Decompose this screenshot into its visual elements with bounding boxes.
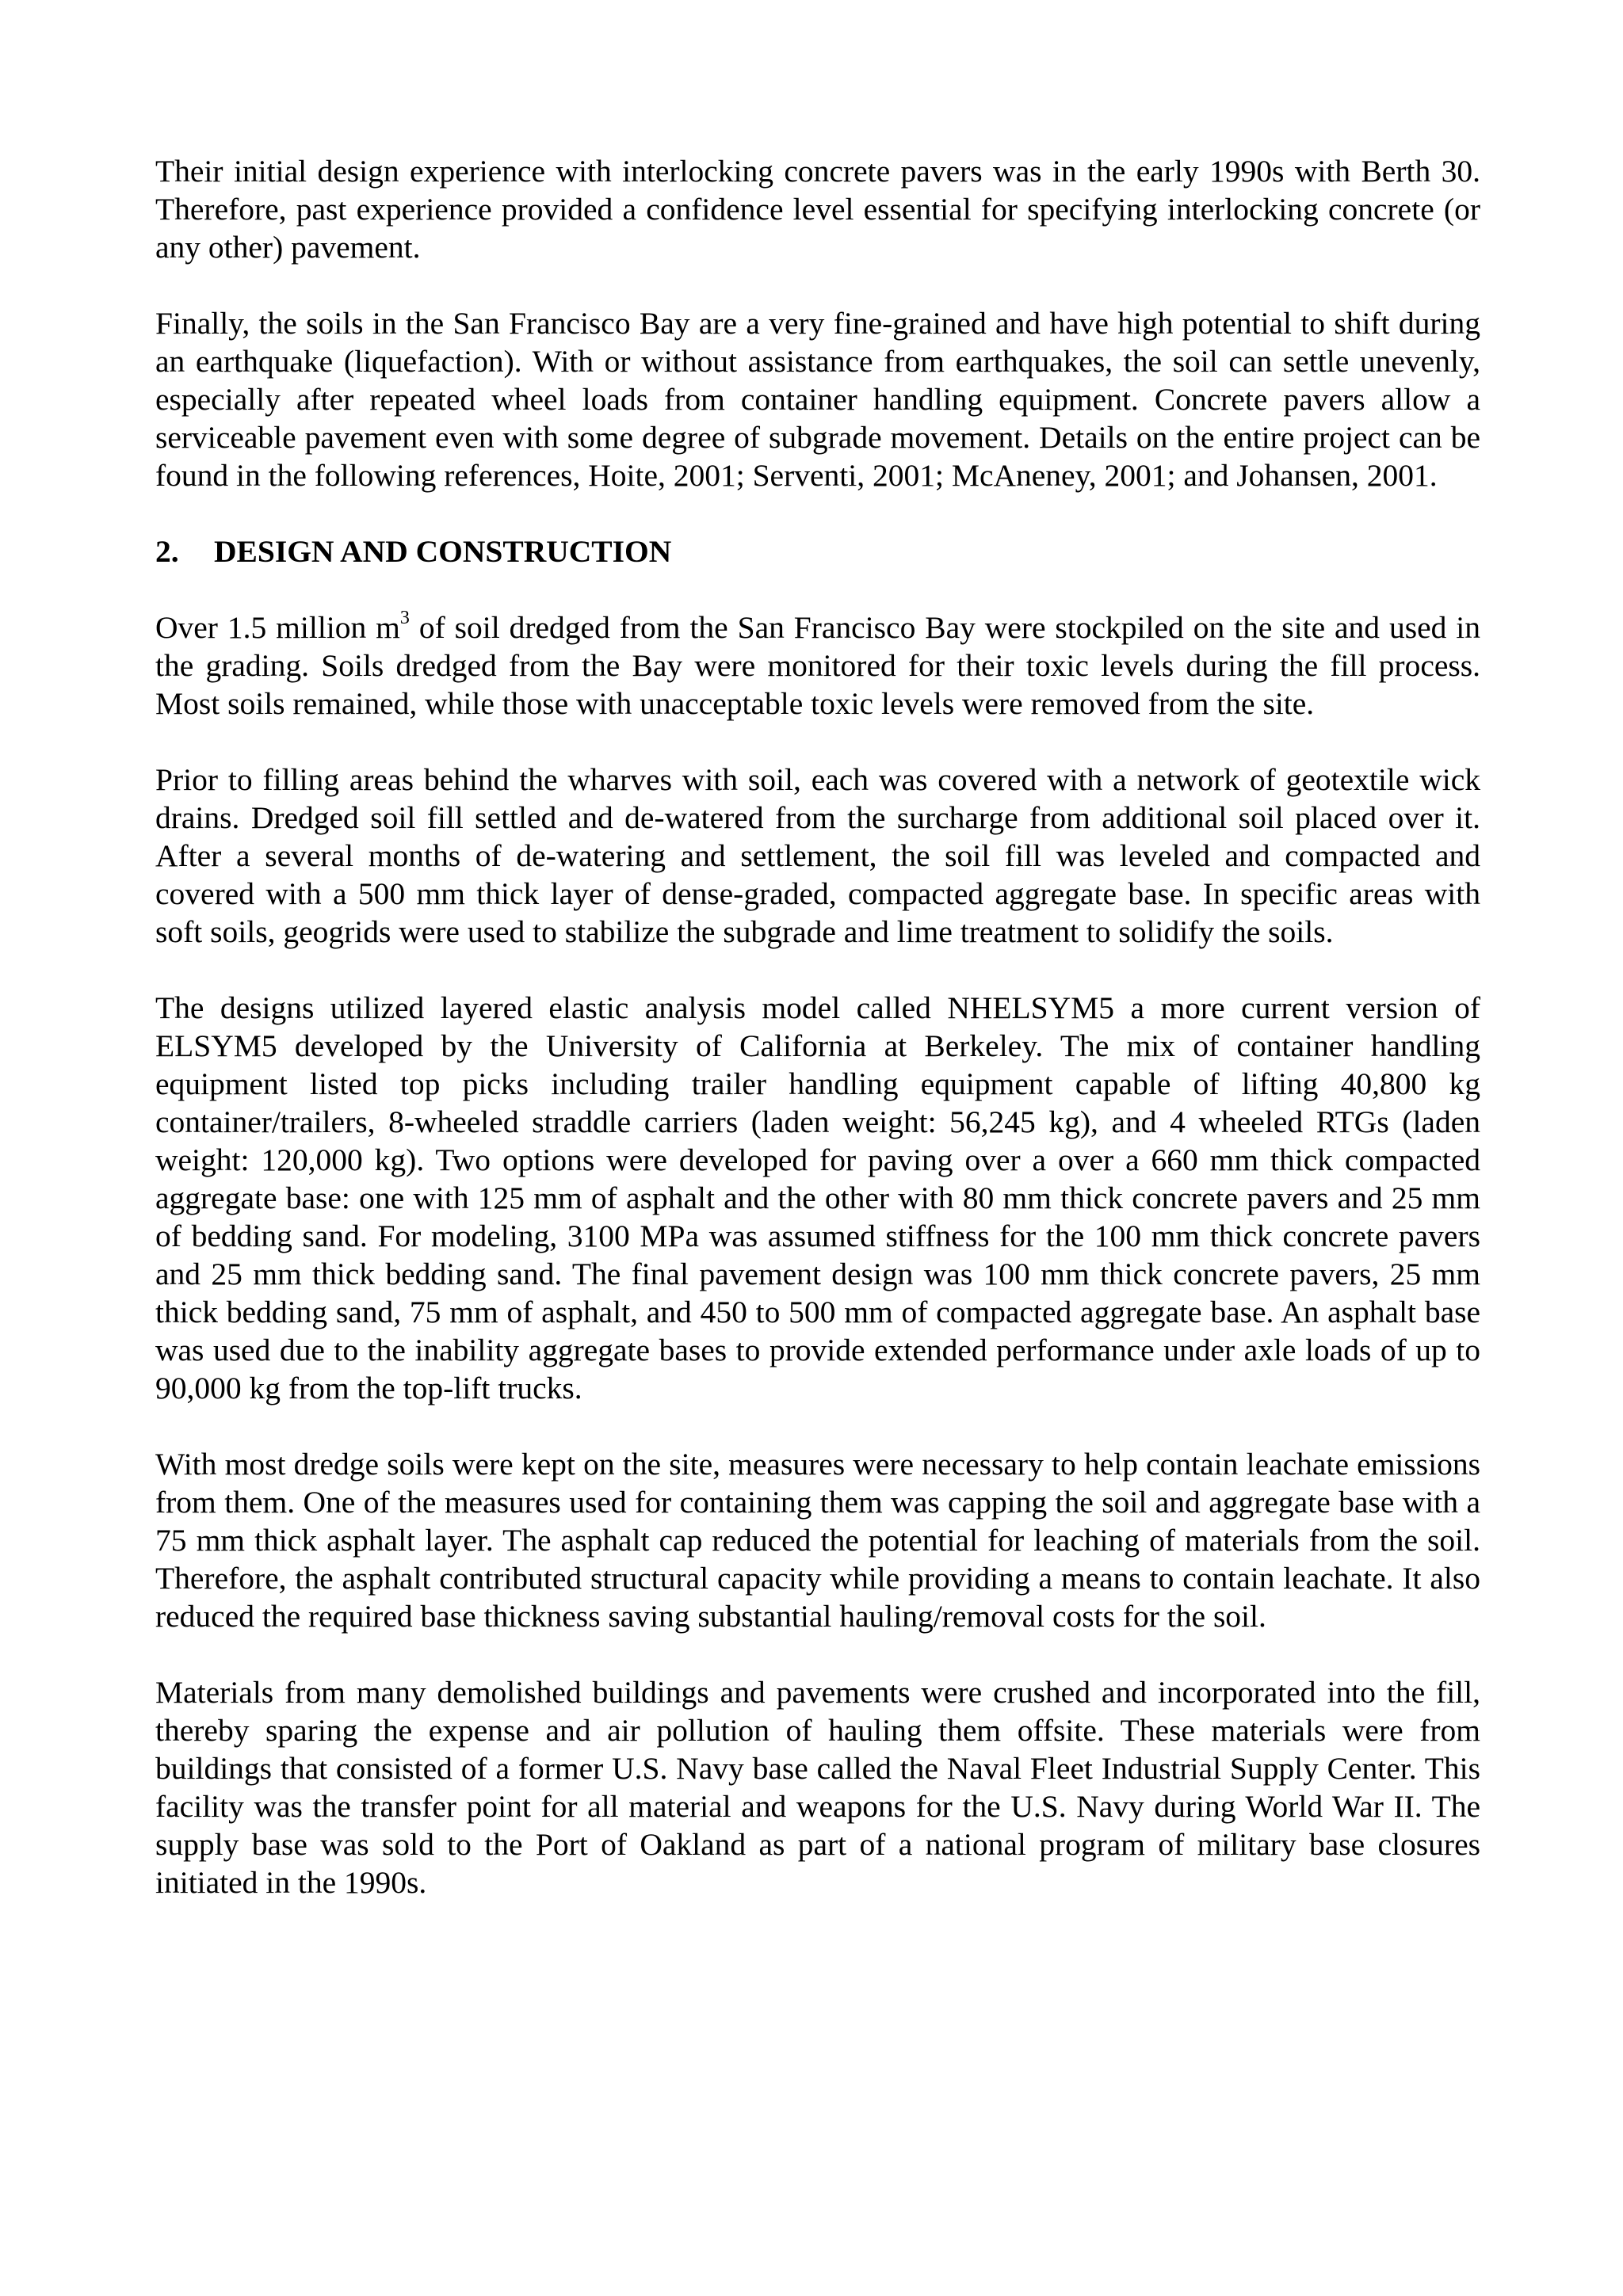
document-page	[155, 152, 1480, 1901]
section-number: 2.	[155, 534, 179, 569]
paragraph-berth-30: Their initial design experience with interlocking concrete pavers was in the early 1990s with Berth 30. Therefore, past experience provided a confidence level essential for specifying interlocking concrete (or any other) pavement.	[155, 154, 1480, 265]
paragraph-dredged-soil-rest: of soil dredged from the San Francisco Bay were stockpiled on the site and used in the grading. Soils dredged from the Bay were monitored for their toxic levels during the fill process. Most soils remained, while those with unacceptable toxic levels were removed from the site.	[155, 610, 1481, 721]
section-title: DESIGN AND CONSTRUCTION	[214, 534, 672, 569]
section-heading	[155, 532, 1480, 570]
paragraph-dredged-soil	[155, 608, 1480, 723]
paragraph-design-analysis: The designs utilized layered elastic analysis model called NHELSYM5 a more current version of ELSYM5 developed by the University of California at Berkeley. The mix of container handling equipment listed top picks including trailer handling equipment capable of lifting 40,800 kg container/trailers, 8-wheeled straddle carriers (laden weight: 56,245 kg), and 4 wheeled RTGs (laden weight: 120,000 kg). Two options were developed for paving over a over a 660 mm thick compacted aggregate base: one with 125 mm of asphalt and the other with 80 mm thick concrete pavers and 25 mm of bedding sand. For modeling, 3100 MPa was assumed stiffness for the 100 mm thick concrete pavers and 25 mm thick bedding sand. The final pavement design was 100 mm thick concrete pavers, 25 mm thick bedding sand, 75 mm of asphalt, and 450 to 500 mm of compacted aggregate base. An asphalt base was used due to the inability aggregate bases to provide extended performance under axle loads of up to 90,000 kg from the top-lift trucks.	[155, 990, 1480, 1405]
paragraph-recycled-materials: Materials from many demolished buildings and pavements were crushed and incorporated into the fill, thereby sparing the expense and air pollution of hauling them offsite. These materials were from buildings that consisted of a former U.S. Navy base called the Naval Fleet Industrial Supply Center. This facility was the transfer point for all material and weapons for the U.S. Navy during World War II. The supply base was sold to the Port of Oakland as part of a national program of military base closures initiated in the 1990s.	[155, 1675, 1480, 1900]
paragraph-dredged-soil-start: Over 1.5 million m	[155, 610, 400, 645]
paragraph-wick-drains: Prior to filling areas behind the wharves with soil, each was covered with a network of geotextile wick drains. Dredged soil fill settled and de-watered from the surcharge from additional soil placed over it. After a several months of de-watering and settlement, the soil fill was leveled and compacted and covered with a 500 mm thick layer of dense-graded, compacted aggregate base. In specific areas with soft soils, geogrids were used to stabilize the subgrade and lime treatment to solidify the soils.	[155, 762, 1480, 949]
paragraph-leachate: With most dredge soils were kept on the site, measures were necessary to help contain leachate emissions from them. One of the measures used for containing them was capping the soil and aggregate base with a 75 mm thick asphalt layer. The asphalt cap reduced the potential for leaching of materials from the soil. Therefore, the asphalt contributed structural capacity while providing a means to contain leachate. It also reduced the required base thickness saving substantial hauling/removal costs for the soil.	[155, 1447, 1480, 1634]
cubic-superscript: 3	[399, 607, 410, 628]
paragraph-liquefaction: Finally, the soils in the San Francisco Bay are a very fine-grained and have high potential to shift during an earthquake (liquefaction). With or without assistance from earthquakes, the soil can settle unevenly, especially after repeated wheel loads from container handling equipment. Concrete pavers allow a serviceable pavement even with some degree of subgrade movement. Details on the entire project can be found in the following references, Hoite, 2001; Serventi, 2001; McAneney, 2001; and Johansen, 2001.	[155, 306, 1480, 493]
